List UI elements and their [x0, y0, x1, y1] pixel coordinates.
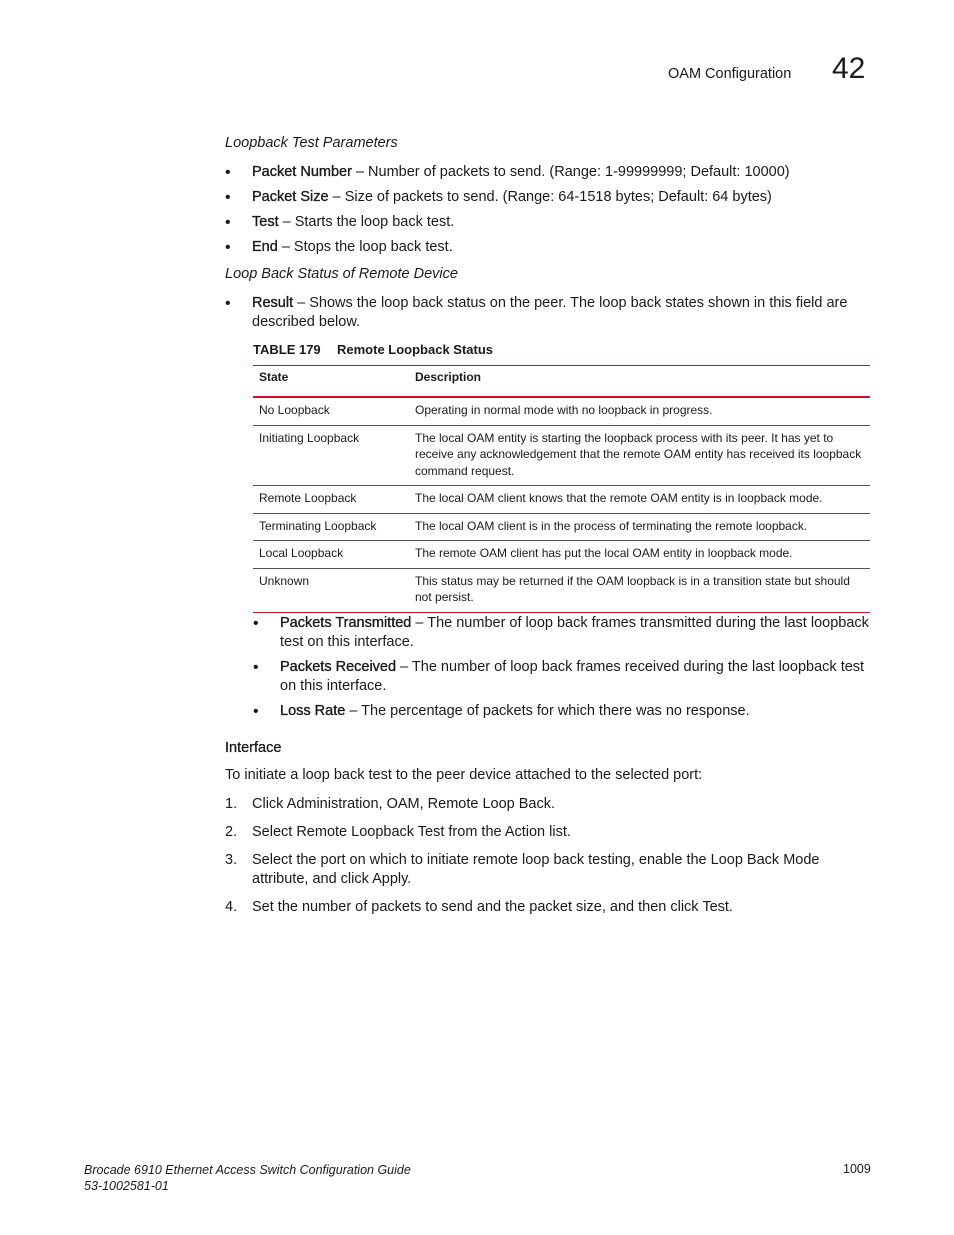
- page-header-title: OAM Configuration: [668, 66, 792, 82]
- table-row: [253, 486, 870, 514]
- column-header-state: State: [253, 366, 409, 398]
- list-item: • End – Stops the loop back test.: [225, 239, 453, 256]
- step-number: 1.: [225, 796, 238, 812]
- table-row: [253, 397, 870, 425]
- description: – Starts the loop back test.: [278, 214, 455, 230]
- table-number: TABLE 179: [253, 342, 321, 357]
- description: – The number of loop back frames transmitted during the last loopback test on this interface.: [280, 615, 869, 650]
- list-item: • Loss Rate – The percentage of packets for which there was no response.: [253, 703, 750, 720]
- list-item: • Packets Received – The number of loop back frames received during the last loopback test on this interface.: [253, 659, 865, 694]
- description: – The number of loop back frames received during the last loopback test on this interface.: [280, 659, 865, 694]
- step-item: [225, 898, 875, 917]
- state-cell: Terminating Loopback: [253, 513, 409, 541]
- term: Loss Rate: [280, 703, 346, 719]
- step-text: Select the port on which to initiate remote loop back testing, enable the Loop Back Mode attribute, and click Apply.: [252, 852, 820, 887]
- state-cell: Local Loopback: [253, 541, 409, 569]
- step-text: Set the number of packets to send and the packet size, and then click Test.: [252, 899, 733, 915]
- table-header-row: [253, 366, 870, 398]
- list-item: • Test – Starts the loop back test.: [225, 214, 455, 231]
- list-item: • Packet Size – Size of packets to send. (Range: 64-1518 bytes; Default: 64 bytes): [225, 189, 772, 206]
- table-row: [253, 568, 870, 612]
- footer-document-info: [84, 1162, 411, 1194]
- interface-intro: To initiate a loop back test to the peer device attached to the selected port:: [225, 767, 703, 783]
- remote-loopback-status-table: [253, 365, 870, 613]
- list-item: • Packet Number – Number of packets to send. (Range: 1-99999999; Default: 10000): [225, 164, 790, 181]
- step-number: 3.: [225, 852, 238, 868]
- chapter-number: 42: [832, 52, 866, 85]
- step-number: 2.: [225, 824, 238, 840]
- description-cell: This status may be returned if the OAM loopback is in a transition state but should not persist.: [409, 568, 870, 612]
- description-cell: The local OAM client is in the process of terminating the remote loopback.: [409, 513, 870, 541]
- table-row: [253, 425, 870, 486]
- table-title: Remote Loopback Status: [337, 342, 494, 357]
- description-cell: The remote OAM client has put the local OAM entity in loopback mode.: [409, 541, 870, 569]
- step-item: [225, 795, 875, 814]
- description-cell: The local OAM client knows that the remote OAM entity is in loopback mode.: [409, 486, 870, 514]
- table-caption: [253, 342, 493, 357]
- table-row: [253, 513, 870, 541]
- interface-heading: Interface: [225, 740, 282, 756]
- term: Packets Received: [280, 659, 397, 675]
- interface-steps: [225, 795, 875, 926]
- footer-doc-number: 53-1002581-01: [84, 1179, 169, 1193]
- term: End: [252, 239, 278, 255]
- loop-back-status-list: [225, 294, 875, 338]
- term: Test: [252, 214, 279, 230]
- description-cell: Operating in normal mode with no loopback in progress.: [409, 397, 870, 425]
- table-row: [253, 541, 870, 569]
- description-cell: The local OAM entity is starting the loopback process with its peer. It has yet to receive any acknowledgement that the remote OAM entity has received its loopback command request.: [409, 425, 870, 486]
- step-text: Click Administration, OAM, Remote Loop Back.: [252, 796, 556, 812]
- list-item: • Result – Shows the loop back status on the peer. The loop back states shown in this field are described below.: [225, 295, 848, 330]
- term: Packet Size: [252, 189, 329, 205]
- state-cell: Initiating Loopback: [253, 425, 409, 486]
- loopback-parameter-list: [225, 163, 875, 263]
- step-number: 4.: [225, 899, 238, 915]
- description: – Size of packets to send. (Range: 64-1518 bytes; Default: 64 bytes): [328, 189, 772, 205]
- step-item: [225, 851, 875, 889]
- footer-doc-title: Brocade 6910 Ethernet Access Switch Configuration Guide: [84, 1163, 411, 1177]
- term: Packets Transmitted: [280, 615, 412, 631]
- loopback-result-list: [253, 614, 873, 727]
- description: – Shows the loop back status on the peer. The loop back states shown in this field are described below.: [252, 295, 848, 330]
- term: Packet Number: [252, 164, 352, 180]
- section-heading-loopback-test-parameters: Loopback Test Parameters: [225, 135, 398, 151]
- list-item: • Packets Transmitted – The number of loop back frames transmitted during the last loopback test on this interface.: [253, 615, 869, 650]
- state-cell: Remote Loopback: [253, 486, 409, 514]
- description: – Stops the loop back test.: [277, 239, 453, 255]
- step-item: [225, 823, 875, 842]
- footer-page-number: 1009: [843, 1162, 871, 1176]
- description: – Number of packets to send. (Range: 1-99999999; Default: 10000): [351, 164, 790, 180]
- column-header-description: Description: [409, 366, 870, 398]
- state-cell: Unknown: [253, 568, 409, 612]
- step-text: Select Remote Loopback Test from the Action list.: [252, 824, 571, 840]
- term: Result: [252, 295, 294, 311]
- section-heading-loop-back-status: Loop Back Status of Remote Device: [225, 266, 458, 282]
- state-cell: No Loopback: [253, 397, 409, 425]
- description: – The percentage of packets for which there was no response.: [345, 703, 750, 719]
